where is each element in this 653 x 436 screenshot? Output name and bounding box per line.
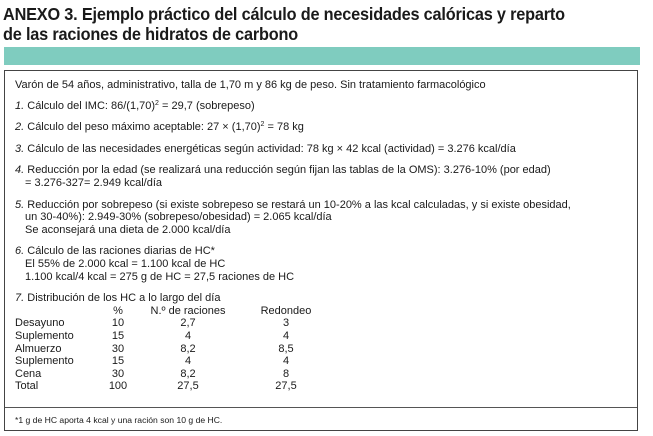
raciones-cell: 4 bbox=[184, 355, 192, 368]
step-text: Cálculo de las raciones diarias de HC* bbox=[27, 245, 215, 258]
footnote-divider bbox=[5, 407, 637, 408]
step-1 bbox=[15, 100, 635, 113]
title-line-2: de las raciones de hidratos de carbono bbox=[3, 24, 299, 44]
raciones-cell: 27,5 bbox=[177, 380, 199, 393]
step-6 bbox=[15, 245, 635, 258]
intro-text: Varón de 54 años, administrativo, talla de 1,70 m y 86 kg de peso. Sin tratamiento farmacológico bbox=[15, 79, 486, 91]
step-5 bbox=[15, 199, 635, 212]
step-text: = 78 kg bbox=[264, 121, 304, 134]
footnote: *1 g de HC aporta 4 kcal y una ración son 10 g de HC. bbox=[15, 415, 223, 425]
step-text: Reducción por sobrepeso (si existe sobrepeso se restará un 10-20% a las kcal calculadas, y si existe obesidad, bbox=[27, 198, 571, 211]
redondeo-cell: 8,5 bbox=[278, 342, 294, 355]
document-title bbox=[3, 4, 598, 44]
superscript: 2 bbox=[155, 99, 159, 107]
step-6-line-3: 1.100 kcal/4 kcal = 275 g de HC = 27,5 raciones de HC bbox=[25, 270, 295, 283]
header-cell: Redondeo bbox=[260, 304, 312, 317]
title-line-1: ANEXO 3. Ejemplo práctico del cálculo de necesidades calóricas y reparto bbox=[3, 4, 565, 24]
table-header-row bbox=[15, 305, 329, 318]
meal-cell: Suplemento bbox=[15, 329, 74, 342]
distribution-table bbox=[15, 305, 329, 393]
step-7 bbox=[15, 292, 635, 305]
step-number: 1. bbox=[15, 99, 25, 112]
pct-cell: 10 bbox=[111, 317, 125, 330]
table-row bbox=[15, 368, 329, 381]
header-cell bbox=[15, 305, 103, 318]
meal-cell: Desayuno bbox=[15, 317, 65, 330]
pct-cell: 100 bbox=[108, 380, 128, 393]
header-cell: % bbox=[113, 304, 123, 317]
table-row bbox=[15, 355, 329, 368]
step-5-line-2: un 30-40%): 2.949-30% (sobrepeso/obesidad) = 2.065 kcal/día bbox=[25, 211, 332, 224]
step-4-line-2: = 3.276-327= 2.949 kcal/día bbox=[25, 176, 162, 189]
step-2 bbox=[15, 121, 635, 134]
superscript: 2 bbox=[260, 121, 265, 129]
step-text: Reducción por la edad (se realizará una reducción según fijan las tablas de la OMS): 3.276-10% (por edad) bbox=[27, 164, 551, 177]
raciones-cell: 8,2 bbox=[180, 367, 196, 380]
step-text: = 29,7 (sobrepeso) bbox=[158, 99, 255, 112]
redondeo-cell: 4 bbox=[282, 355, 290, 368]
pct-cell: 15 bbox=[111, 355, 125, 368]
step-number: 4. bbox=[15, 164, 25, 177]
redondeo-cell: 8 bbox=[282, 367, 290, 380]
step-6-line-2: El 55% de 2.000 kcal = 1.100 kcal de HC bbox=[25, 257, 226, 270]
raciones-cell: 8,2 bbox=[180, 342, 196, 355]
raciones-cell: 4 bbox=[184, 329, 192, 342]
raciones-cell: 2,7 bbox=[180, 317, 196, 330]
meal-cell: Suplemento bbox=[15, 355, 74, 368]
content-body bbox=[15, 79, 635, 393]
pct-cell: 30 bbox=[111, 342, 125, 355]
table-row bbox=[15, 317, 329, 330]
step-text: Distribución de los HC a lo largo del día bbox=[27, 292, 221, 305]
step-3 bbox=[15, 143, 635, 156]
meal-cell: Total bbox=[15, 380, 39, 393]
pct-cell: 30 bbox=[111, 367, 125, 380]
meal-cell: Cena bbox=[15, 367, 42, 380]
header-cell: N.º de raciones bbox=[150, 304, 226, 317]
table-row bbox=[15, 343, 329, 356]
step-5-line-3: Se aconsejará una dieta de 2.000 kcal/día bbox=[25, 223, 231, 236]
pct-cell: 15 bbox=[111, 329, 125, 342]
redondeo-cell: 4 bbox=[282, 329, 290, 342]
step-number: 2. bbox=[15, 121, 25, 134]
accent-bar bbox=[4, 47, 640, 65]
step-text: Cálculo del IMC: 86/(1,70) bbox=[27, 99, 156, 112]
table-row-total bbox=[15, 380, 329, 393]
step-number: 7. bbox=[15, 292, 25, 305]
meal-cell: Almuerzo bbox=[15, 342, 62, 355]
step-number: 3. bbox=[15, 142, 25, 155]
content-box bbox=[4, 70, 638, 431]
step-text: Cálculo de las necesidades energéticas según actividad: 78 kg × 42 kcal (actividad) = 3.276 kcal/día bbox=[27, 142, 516, 155]
step-4 bbox=[15, 164, 635, 177]
redondeo-cell: 27,5 bbox=[275, 380, 297, 393]
table-row bbox=[15, 330, 329, 343]
step-text: Cálculo del peso máximo aceptable: 27 × (1,70) bbox=[27, 121, 261, 134]
step-number: 5. bbox=[15, 198, 25, 211]
step-number: 6. bbox=[15, 245, 25, 258]
redondeo-cell: 3 bbox=[282, 317, 290, 330]
